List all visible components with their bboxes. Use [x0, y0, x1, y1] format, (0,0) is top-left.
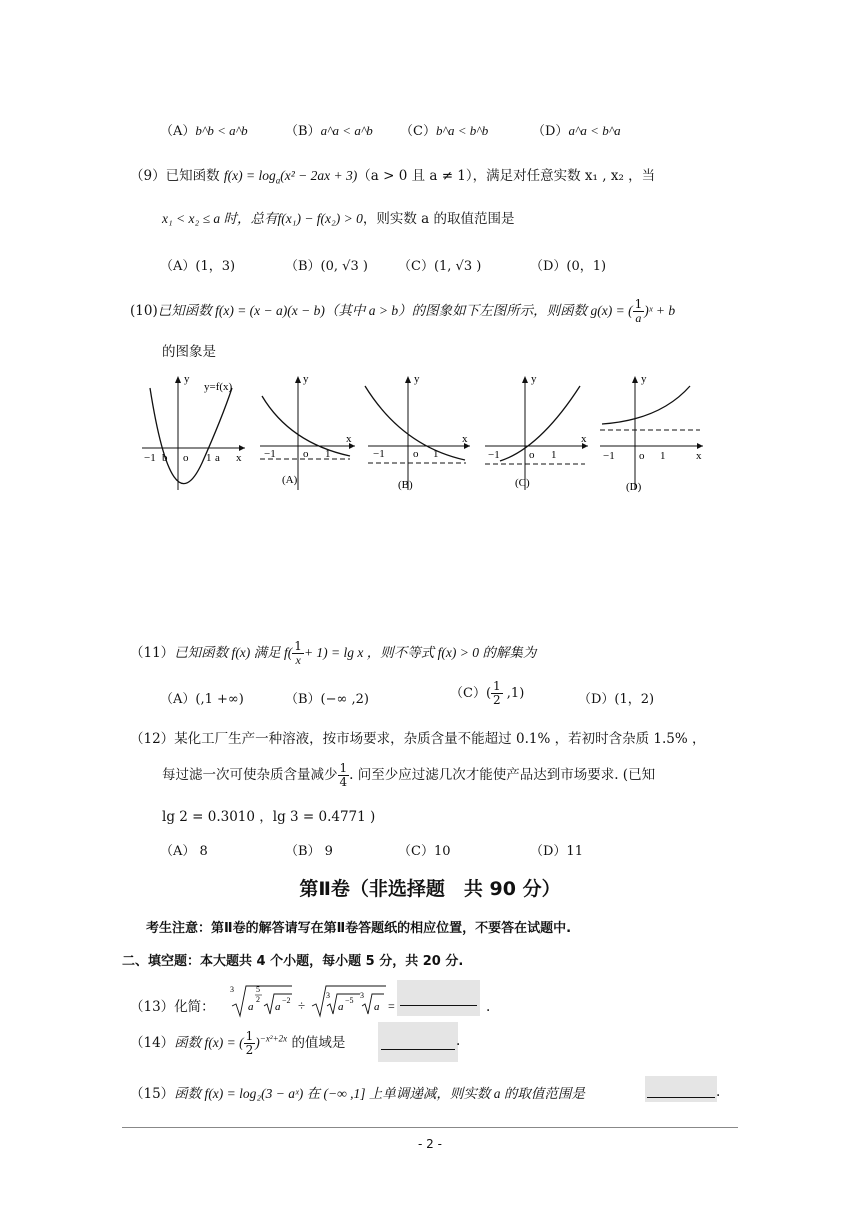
q15-stem: （15）函数 f(x) = log₂(3 − aˣ) 在 (−∞ ,1] 上单调递减，则实数 a 的取值范围是 — [130, 1086, 585, 1102]
caption-b: (B) — [398, 479, 413, 491]
caption-d: (D) — [626, 481, 642, 493]
svg-text:−1: −1 — [488, 449, 500, 461]
graph-option-c — [485, 373, 588, 490]
svg-text:1: 1 — [551, 449, 557, 461]
caption-a: (A) — [282, 474, 298, 486]
svg-text:1: 1 — [660, 450, 666, 462]
svg-text:1: 1 — [433, 448, 439, 460]
svg-text:÷: ÷ — [298, 998, 306, 1013]
svg-text:2: 2 — [256, 995, 260, 1004]
svg-text:3: 3 — [360, 991, 364, 1000]
svg-text:a: a — [338, 1001, 344, 1013]
q12-stem-line3: lg 2 = 0.3010 ，lg 3 = 0.4771 ) — [162, 809, 376, 825]
q10-stem-line2: 的图象是 — [162, 344, 216, 360]
q15-answer-blank[interactable] — [645, 1076, 717, 1102]
graph-option-a — [260, 373, 355, 490]
svg-text:o: o — [413, 448, 419, 460]
svg-text:o: o — [303, 448, 309, 460]
svg-text:x: x — [581, 433, 587, 445]
footer-divider — [122, 1127, 738, 1128]
svg-text:o: o — [639, 450, 645, 462]
q11-stem: （11）已知函数 f(x) 满足 f( $\frac{1}{x}$ + 1) = lg x ，则不等式 f(x) > 0 的解集为 — [130, 639, 537, 667]
svg-text:=: = — [388, 999, 395, 1013]
q14-answer-blank[interactable] — [378, 1022, 461, 1062]
svg-text:x: x — [236, 452, 242, 464]
q12-stem-line2: 每过滤一次可使杂质含量减少 $\frac{1}{4}$ . 问至少应过滤几次才能使产品达到市场要求. (已知 — [162, 761, 656, 789]
svg-text:a: a — [215, 452, 220, 464]
q8-option-b: （B）a^a < a^b — [285, 123, 373, 139]
graph-option-b — [365, 373, 470, 491]
section2-heading: 二、填空题：本大题共 4 个小题，每小题 5 分，共 20 分. — [122, 954, 464, 969]
svg-text:1: 1 — [325, 448, 331, 460]
svg-text:x: x — [462, 433, 468, 445]
q12-option-c: （C）10 — [398, 844, 451, 859]
svg-text:−5: −5 — [345, 996, 354, 1005]
q12-option-b: （B） 9 — [285, 844, 333, 859]
q14-period: . — [456, 1033, 461, 1049]
svg-text:o: o — [529, 449, 535, 461]
q12-option-d: （D）11 — [530, 844, 583, 859]
q12-stem-line1: （12）某化工厂生产一种溶液，按市场要求，杂质含量不能超过 0.1% ，若初时含杂质 1.5% ， — [130, 731, 706, 747]
q9-stem-line1: （9）已知函数 $f(x) = \log_a(x^2 - 2ax + 3)(a > 0$ 且 a ≠ 1），满足对任意实数 x₁ , x₂ ，当 — [130, 168, 656, 186]
svg-text:o: o — [183, 452, 189, 464]
section2-notice: 考生注意：第Ⅱ卷的解答请写在第Ⅱ卷答题纸的相应位置，不要答在试题中. — [146, 921, 572, 936]
svg-text:−2: −2 — [282, 996, 291, 1005]
q13-stem: （13）化简： — [130, 999, 215, 1015]
q13-period: . — [486, 999, 491, 1015]
svg-text:a: a — [248, 1001, 254, 1013]
q10-graphs — [140, 368, 720, 496]
q14-stem: （14）函数 f(x) = ( $\frac{1}{2}$ )$^{-x^2+2x}$ 的值域是 — [130, 1029, 346, 1057]
q11-option-c: （C）( $\frac{1}{2}$ ,1) — [450, 679, 525, 707]
svg-text:y: y — [641, 373, 647, 385]
svg-text:−1: −1 — [144, 452, 156, 464]
q12-option-a: （A） 8 — [160, 844, 208, 859]
q13-answer-blank[interactable] — [397, 980, 480, 1016]
q11-option-d: （D）(1，2) — [578, 692, 655, 707]
q13-expression — [228, 980, 398, 1020]
svg-text:a: a — [275, 1001, 281, 1013]
q9-option-b: （B）(0, √3 ) — [285, 259, 368, 274]
svg-text:a: a — [374, 1001, 380, 1013]
q9-option-d: （D）(0，1) — [530, 259, 607, 274]
caption-c: (C) — [515, 477, 530, 489]
svg-text:3: 3 — [326, 991, 330, 1000]
page-number: - 2 - — [418, 1137, 442, 1151]
svg-text:y: y — [184, 373, 190, 385]
svg-text:3: 3 — [230, 985, 234, 994]
q11-option-b: （B）(−∞ ,2) — [285, 692, 369, 707]
q9-option-c: （C）(1, √3 ) — [398, 259, 482, 274]
graph-fx — [142, 373, 245, 490]
graph-option-d — [600, 373, 703, 493]
q8-option-d: （D）a^a < b^a — [532, 123, 621, 139]
svg-text:−1: −1 — [373, 448, 385, 460]
section2-title: 第Ⅱ卷（非选择题 共 90 分） — [299, 878, 561, 900]
svg-text:b: b — [162, 452, 168, 464]
svg-text:y: y — [414, 373, 420, 385]
svg-text:5: 5 — [256, 985, 260, 994]
svg-text:−1: −1 — [264, 448, 276, 460]
q15-period: . — [716, 1084, 721, 1100]
svg-text:y: y — [531, 373, 537, 385]
svg-text:−1: −1 — [603, 450, 615, 462]
svg-text:1: 1 — [206, 452, 212, 464]
q8-option-c: （C）b^a < b^b — [400, 123, 489, 139]
q9-stem-line2: x₁ < x₂ ≤ a 时，总有f(x₁) − f(x₂) > 0，则实数 a 的取值范围是 — [162, 211, 515, 227]
q11-option-a: （A）(,1 +∞) — [160, 692, 244, 707]
svg-text:x: x — [696, 450, 702, 462]
svg-text:x: x — [346, 433, 352, 445]
svg-text:y: y — [303, 373, 309, 385]
q10-stem: (10)已知函数 f(x) = (x − a)(x − b)（其中 a > b）的图象如下左图所示，则函数 g(x) = ( $\frac{1}{a}$ )ˣ + b — [130, 297, 676, 325]
q8-option-a: （A）b^b < a^b — [160, 123, 248, 139]
q9-option-a: （A）(1，3) — [160, 259, 236, 274]
fx-label: y=f(x) — [204, 381, 233, 393]
